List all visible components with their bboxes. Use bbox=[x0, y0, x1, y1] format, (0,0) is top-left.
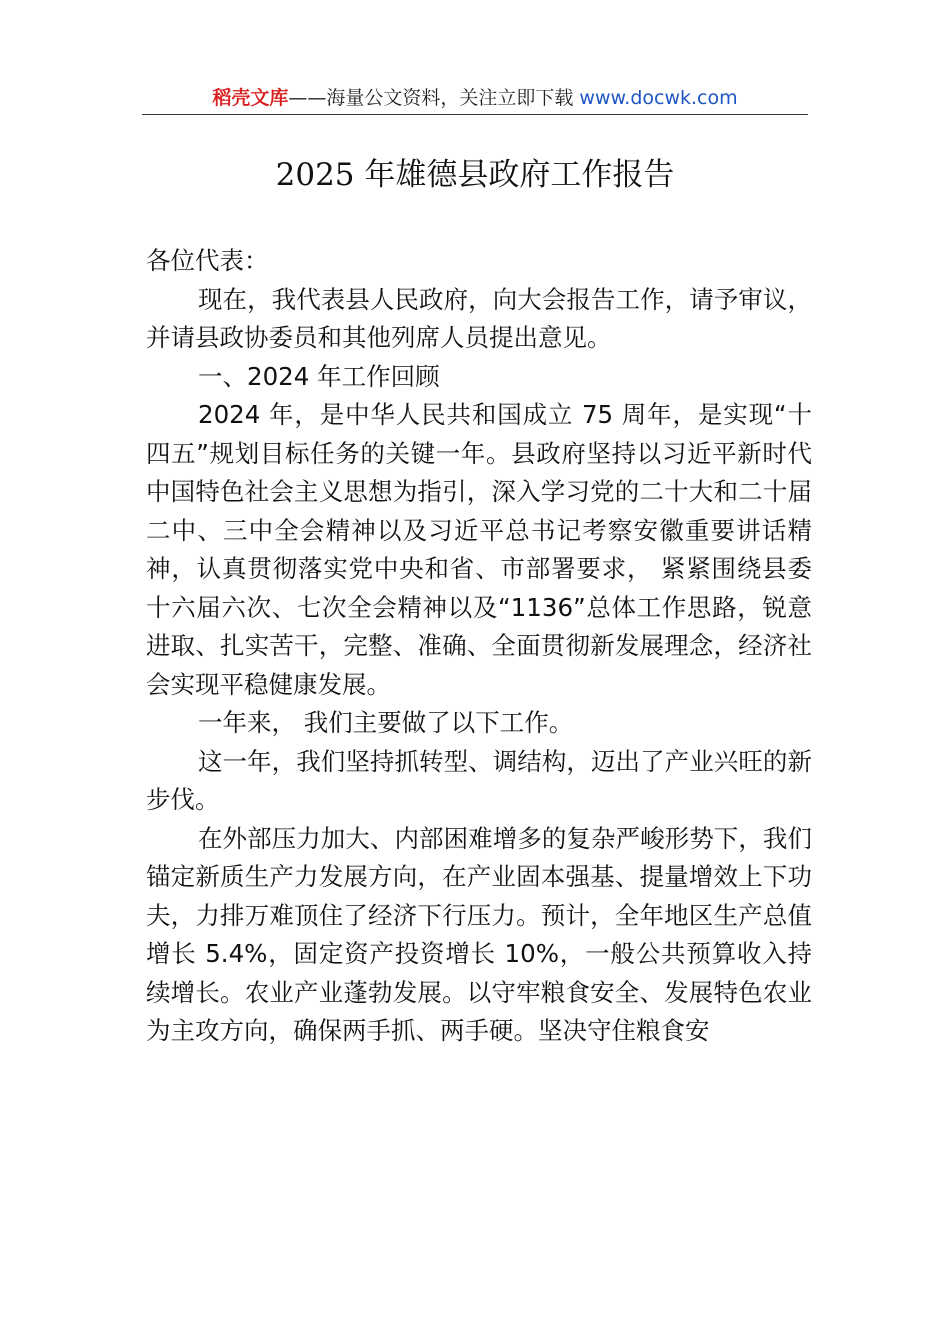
header-slogan: ——海量公文资料，关注立即下载 bbox=[288, 87, 574, 109]
brand-name: 稻壳文库 bbox=[212, 87, 289, 109]
salutation: 各位代表： bbox=[146, 246, 269, 275]
page-header bbox=[142, 84, 808, 112]
paragraph: 在外部压力加大、内部困难增多的复杂严峻形势下，我们锚定新质生产力发展方向，在产业固本强基、提量增效上下功夫，力排万难顶住了经济下行压力。预计，全年地区生产总值增长 5.4%，固定资产投资增长 10%，一般公共预算收入持续增长。农业产业蓬勃发展。以守牢粮食安全、发展特色农业为主攻方向，确保两手抓、两手硬。坚决守住粮食安 bbox=[146, 823, 812, 1045]
section-heading: 一、2024 年工作回顾 bbox=[198, 361, 440, 391]
website-link[interactable]: www.docwk.com bbox=[579, 87, 738, 109]
paragraph: 现在，我代表县人民政府，向大会报告工作，请予审议， 并请县政协委员和其他列席人员提出意见。 bbox=[146, 284, 812, 352]
document-body bbox=[146, 242, 812, 1051]
paragraph: 这一年，我们坚持抓转型、调结构，迈出了产业兴旺的新步伐。 bbox=[146, 746, 812, 814]
paragraph: 2024 年，是中华人民共和国成立 75 周年，是实现“十四五”规划目标任务的关键一年。县政府坚持以习近平新时代中国特色社会主义思想为指引，深入学习党的二十大和二十届二中、三中全会精神以及习近平总书记考察安徽重要讲话精神，认真贯彻落实党中央和省、市部署要求， 紧紧围绕县委十六届六次、七次全会精神以及“1136”总体工作思路，锐意进取、扎实苦干，完整、准确、全面贯彻新发展理念，经济社会实现平稳健康发展。 bbox=[146, 400, 812, 699]
header-divider bbox=[142, 114, 808, 115]
document-title: 2025 年雄德县政府工作报告 bbox=[275, 157, 675, 193]
paragraph: 一年来， 我们主要做了以下工作。 bbox=[198, 708, 574, 737]
